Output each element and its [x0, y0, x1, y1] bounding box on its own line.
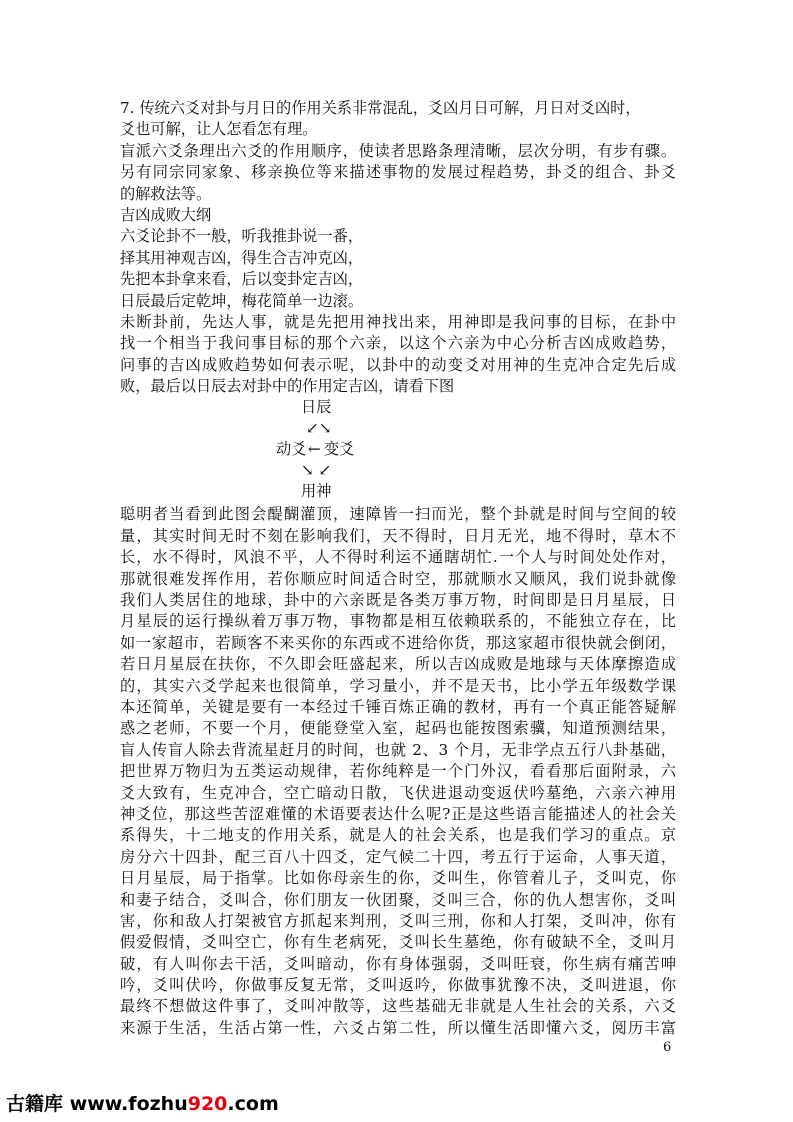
diagram-arrow-left: ←: [308, 440, 321, 459]
site-watermark-logo: [6, 1089, 279, 1116]
diagram-day-label: 日辰: [301, 398, 332, 417]
site-url-suffix: .com: [227, 1093, 279, 1115]
diagram-arrows-bottom: ↘ ↙: [301, 461, 332, 480]
poem-line-3: 先把本卦拿来看，后以变卦定吉凶，: [120, 270, 363, 289]
poem-line-1: 六爻论卦不一般，听我推卦说一番，: [120, 227, 363, 246]
body-line-19: 和妻子结合，爻叫合，你们朋友一伙团聚，爻叫三合，你的仇人想害你，爻叫: [120, 890, 676, 909]
body-line-16: 系得失，十二地支的作用关系，就是人的社会关系，也是我们学习的重点。京: [120, 826, 676, 845]
body-line-8: 若日月星辰在扶你，不久即会旺盛起来，所以吉凶成败是地球与天体摩擦造成: [120, 655, 676, 674]
body-line-22: 破，有人叫你去干活，爻叫暗动，你有身体强弱，爻叫旺衰，你生病有痛苦呻: [120, 954, 676, 973]
explain-line-1: 未断卦前，先达人事，就是先把用神找出来，用神即是我问事的目标，在卦中: [120, 312, 676, 331]
section-heading-line-2: 爻也可解，让人怎看怎有理。: [120, 120, 318, 139]
explain-line-3: 问事的吉凶成败趋势如何表示呢，以卦中的动变爻对用神的生克冲合定先后成: [120, 355, 676, 374]
body-line-1: 聪明者当看到此图会醍醐灌顶，速障皆一扫而光，整个卦就是时间与空间的较: [120, 505, 676, 524]
body-line-12: 盲人传盲人除去背流星赶月的时间，也就 2、3 个月，无非学点五行八卦基础，: [120, 740, 676, 759]
diagram-useful-god-label: 用神: [301, 482, 332, 501]
body-line-20: 害，你和敌人打架被官方抓起来判刑，爻叫三刑，你和人打架，爻叫冲，你有: [120, 911, 676, 930]
site-name: 古籍库: [6, 1093, 64, 1115]
site-url-number: 920: [187, 1093, 228, 1115]
diagram-moving-line-label: 动爻: [276, 440, 307, 459]
body-line-11: 惑之老师，不要一个月，便能登堂入室，起码也能按图索骥，知道预测结果，: [120, 719, 676, 738]
intro-line-1: 盲派六爻条理出六爻的作用顺序，使读者思路条理清晰，层次分明，有步有骤。: [120, 141, 676, 160]
body-line-25: 来源于生活，生活占第一性，六爻占第二性，所以懂生活即懂六爻，阅历丰富: [120, 1018, 676, 1037]
body-line-23: 吟，爻叫伏吟，你做事反复无常，爻叫返吟，你做事犹豫不决，爻叫进退，你: [120, 976, 676, 995]
body-line-7: 如一家超市，若顾客不来买你的东西或不进给你货，那这家超市很快就会倒闭，: [120, 633, 676, 652]
body-line-5: 我们人类居住的地球，卦中的六亲既是各类万事万物，时间即是日月星辰，日: [120, 591, 676, 610]
page-number: 6: [663, 1040, 672, 1055]
intro-line-2: 另有同宗同家象、移亲换位等来描述事物的发展过程趋势，卦爻的组合、卦爻: [120, 163, 676, 182]
site-url-prefix: www.fozhu: [69, 1093, 188, 1115]
intro-line-3: 的解救法等。: [120, 184, 212, 203]
diagram-changed-line-label: 变爻: [324, 440, 355, 459]
body-line-18: 日月星辰，局于指掌。比如你母亲生的你，爻叫生，你管着儿子，爻叫克，你: [120, 869, 676, 888]
body-line-21: 假爱假情，爻叫空亡，你有生老病死，爻叫长生墓绝，你有破缺不全，爻叫月: [120, 933, 676, 952]
body-line-24: 最终不想做这件事了，爻叫冲散等，这些基础无非就是人生社会的关系，六爻: [120, 997, 676, 1016]
poem-line-4: 日辰最后定乾坤，梅花简单一边滚。: [120, 291, 363, 310]
page-text: [120, 98, 676, 1039]
body-line-4: 那就很难发挥作用，若你顺应时间适合时空，那就顺水又顺风，我们说卦就像: [120, 569, 676, 588]
body-line-9: 的，其实六爻学起来也很简单，学习量小，并不是天书，比小学五年级数学课: [120, 676, 676, 695]
body-line-2: 量，其实时间无时不刻在影响我们，天不得时，日月无光，地不得时，草木不: [120, 526, 676, 545]
body-line-13: 把世界万物归为五类运动规律，若你纯粹是一个门外汉，看看那后面附录，六: [120, 762, 676, 781]
poem-line-2: 择其用神观吉凶，得生合吉冲克凶，: [120, 248, 363, 267]
body-line-17: 房分六十四卦，配三百八十四爻，定气候二十四，考五行于运命，人事天道，: [120, 847, 676, 866]
diagram-arrows-top: ↙↘: [306, 419, 332, 438]
body-line-10: 本还简单，关键是要有一本经过千锤百炼正确的教材，再有一个真正能答疑解: [120, 697, 676, 716]
explain-line-2: 找一个相当于我问事目标的那个六亲，以这个六亲为中心分析吉凶成败趋势，: [120, 334, 676, 353]
body-line-15: 神爻位，那这些苦涩难懂的术语要表达什么呢?正是这些语言能描述人的社会关: [120, 804, 676, 823]
body-line-14: 爻大致有，生克冲合，空亡暗动日散，飞伏进退动变返伏吟墓绝，六亲六神用: [120, 783, 676, 802]
body-line-6: 月星辰的运行操纵着万事万物，事物都是相互依赖联系的，不能独立存在，比: [120, 612, 676, 631]
section-heading-line-1: 7. 传统六爻对卦与月日的作用关系非常混乱，爻凶月日可解，月日对爻凶时，: [120, 99, 641, 117]
use-god-diagram: [120, 397, 676, 504]
body-line-3: 长，水不得时，风浪不平，人不得时利运不通瞎胡忙.一个人与时间处处作对，: [120, 548, 676, 567]
explain-line-4: 败，最后以日辰去对卦中的作用定吉凶，请看下图: [120, 377, 455, 396]
poem-title: 吉凶成败大纲: [120, 205, 212, 224]
